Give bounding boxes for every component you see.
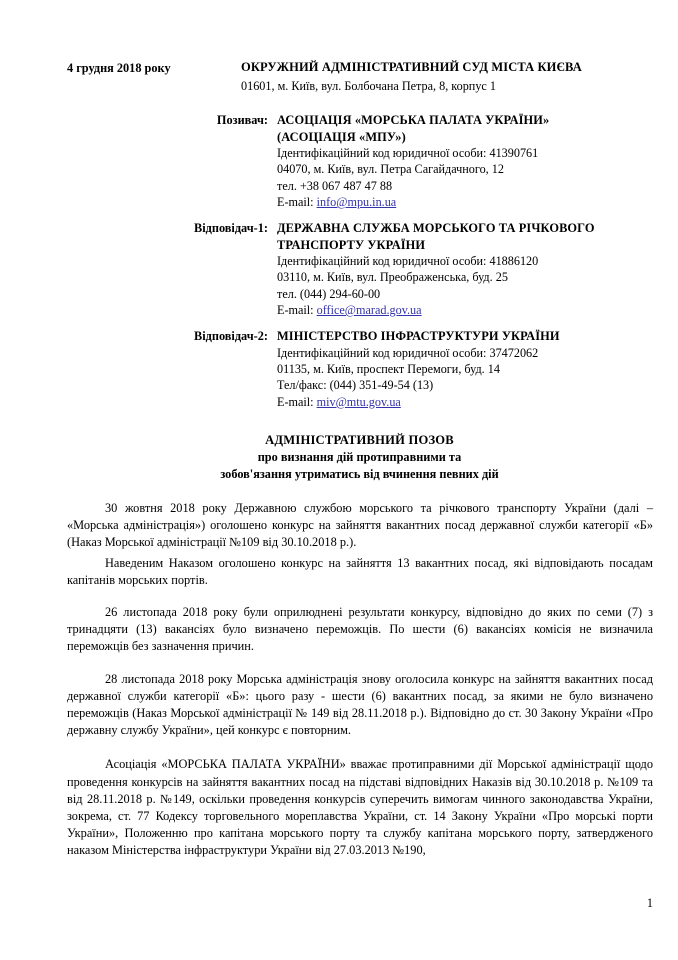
party-role-label: Позивач: (216, 113, 268, 127)
party-phone: тел. (044) 294-60-00 (277, 286, 381, 301)
party-respondent-2 (67, 328, 652, 410)
document-body (67, 500, 653, 860)
email-link[interactable]: info@mpu.in.ua (316, 194, 397, 209)
page-subtitle-line1: про визнання дій протиправними та (257, 449, 462, 464)
party-phone: тел. +38 067 487 47 88 (277, 178, 393, 193)
party-email-row (277, 394, 652, 410)
page-number: 1 (646, 896, 653, 910)
party-plaintiff (67, 112, 652, 210)
party-details (277, 328, 652, 410)
header-row (67, 60, 652, 94)
party-name-line1: МІНІСТЕРСТВО ІНФРАСТРУКТУРИ УКРАЇНИ (277, 329, 560, 344)
party-respondent-1 (67, 220, 652, 318)
party-details (277, 220, 652, 318)
party-address: 04070, м. Київ, вул. Петра Сагайдачного, 12 (277, 162, 504, 177)
body-paragraph: Асоціація «МОРСЬКА ПАЛАТА УКРАЇНИ» вважає протиправними дії Морської адміністрації щодо проведення конкурсів на зайняття вакантних посад на підставі відповідних Наказів від 30.10.2018 р. №109 та від 28.11.2018 р. №149, оскільки проведення конкурсів суперечить вимогам чинного законодавства України, зокрема, ст. 77 Кодексу торговельного мореплавства України, ст. 14 Закону України «Про морські порти України», Положенню про капітана морського порту та службу капітана морського порту, затвердженого наказом Міністерства інфраструктури України від 27.03.2013 №190, (67, 757, 653, 858)
court-address: 01601, м. Київ, вул. Болбочана Петра, 8, корпус 1 (241, 78, 496, 93)
body-paragraph: Наведеним Наказом оголошено конкурс на зайняття 13 вакантних посад, які відповідають посадам капітанів морських портів. (67, 555, 653, 587)
email-label: E-mail: (277, 303, 314, 318)
party-role-label: Відповідач-2: (194, 329, 268, 344)
party-registration-code: Ідентифікаційний код юридичної особи: 41886120 (277, 254, 539, 269)
party-name-line2: (АСОЦІАЦІЯ «МПУ») (277, 129, 406, 144)
party-registration-code: Ідентифікаційний код юридичної особи: 37472062 (277, 345, 539, 360)
party-email-row (277, 194, 652, 210)
document-date: 4 грудня 2018 року (67, 61, 171, 75)
party-registration-code: Ідентифікаційний код юридичної особи: 41390761 (277, 146, 539, 160)
parties-section (67, 112, 652, 420)
email-link[interactable]: miv@mtu.gov.ua (316, 394, 401, 409)
body-paragraph: 28 листопада 2018 року Морська адміністрація знову оголосила конкурс на зайняття вакантних посад державної служби категорії «Б»: цього разу - шести (6) вакантних посад, за якими не було визначено переможців (Наказ Морської адміністрації № 149 від 28.11.2018 р.). Відповідно до ст. 30 Закону України «Про державну службу України», цей конкурс є повторним. (67, 671, 653, 738)
party-email-row (277, 302, 652, 318)
party-name-line2: ТРАНСПОРТУ УКРАЇНИ (277, 237, 426, 252)
party-address: 01135, м. Київ, проспект Перемоги, буд. 14 (277, 362, 500, 377)
party-phone: Тел/факс: (044) 351-49-54 (13) (277, 378, 434, 393)
page-title: АДМІНІСТРАТИВНИЙ ПОЗОВ (265, 433, 454, 447)
party-name-line1: АСОЦІАЦІЯ «МОРСЬКА ПАЛАТА УКРАЇНИ» (277, 113, 550, 127)
body-paragraph: 30 жовтня 2018 року Державною службою морського та річкового транспорту України (далі – «Морська адміністрація») оголошено конкурс на зайняття вакантних посад державної служби категорії «Б» (Наказ Морської адміністрації №109 від 30.10.2018 р.). (67, 501, 653, 550)
party-address: 03110, м. Київ, вул. Преображенська, буд. 25 (277, 270, 508, 285)
email-label: E-mail: (277, 194, 314, 209)
document-header (67, 60, 652, 94)
party-role-label: Відповідач-1: (194, 221, 268, 236)
court-name: ОКРУЖНИЙ АДМІНІСТРАТИВНИЙ СУД МІСТА КИЄВА (241, 60, 582, 74)
document-title-block (67, 432, 652, 483)
email-label: E-mail: (277, 394, 314, 409)
body-paragraph: 26 листопада 2018 року були оприлюднені результати конкурсу, відповідно до яких по семи (7) з тринадцяти (13) вакансіях було визначено переможців. По шести (6) вакансіях комісія не визначила переможців без зазначення причин. (67, 605, 653, 654)
page-subtitle-line2: зобов'язання утриматись від вчинення певних дій (220, 466, 499, 481)
party-name-line1: ДЕРЖАВНА СЛУЖБА МОРСЬКОГО ТА РІЧКОВОГО (277, 221, 595, 236)
court-block (241, 60, 652, 94)
email-link[interactable]: office@marad.gov.ua (316, 303, 422, 318)
party-details (277, 112, 652, 210)
